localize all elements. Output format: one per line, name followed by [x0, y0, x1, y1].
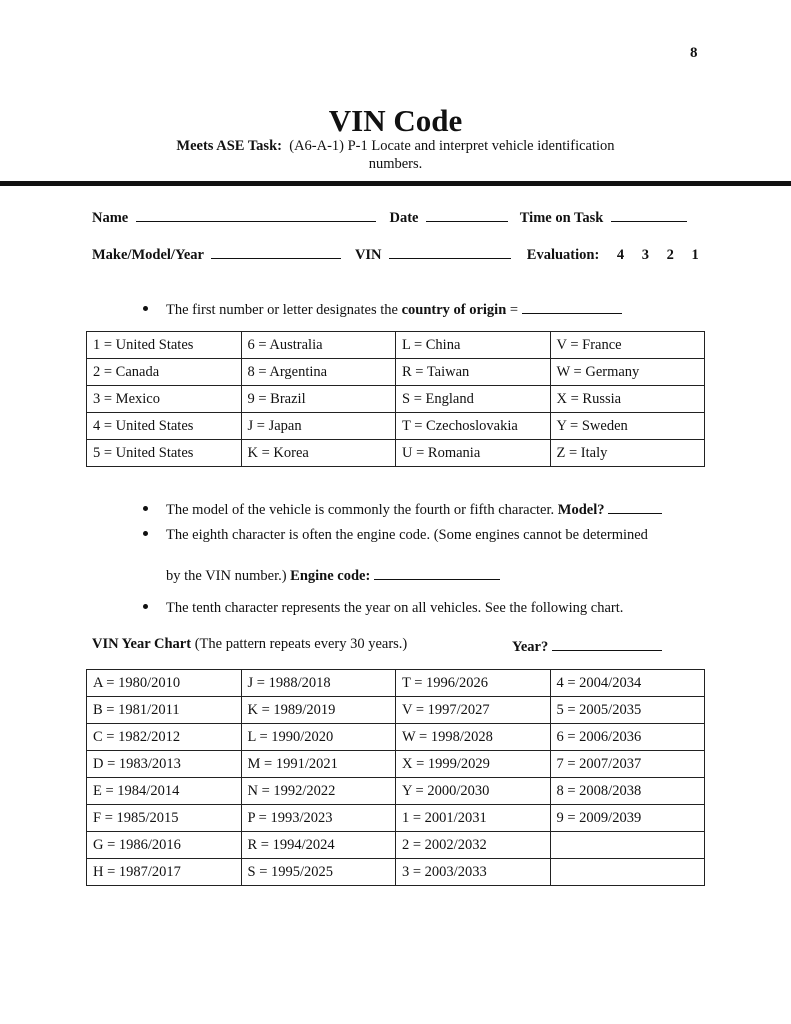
- table-cell: W = Germany: [550, 359, 705, 386]
- name-field[interactable]: [136, 207, 376, 222]
- year-chart-heading: VIN Year Chart (The pattern repeats every 30 years.): [92, 636, 408, 652]
- bullet-icon: [143, 306, 148, 311]
- table-row: [87, 359, 705, 386]
- make-model-year-label: Make/Model/Year: [92, 247, 204, 263]
- table-cell: U = Romania: [396, 440, 551, 467]
- table-cell: J = 1988/2018: [241, 670, 396, 697]
- table-cell: K = 1989/2019: [241, 697, 396, 724]
- ase-task-text: (A6-A-1) P-1 Locate and interpret vehicle identification: [289, 138, 615, 154]
- table-cell: 9 = Brazil: [241, 386, 396, 413]
- table-row: [87, 724, 705, 751]
- table-cell: T = Czechoslovakia: [396, 413, 551, 440]
- table-cell: A = 1980/2010: [87, 670, 242, 697]
- student-info-row: [92, 207, 687, 227]
- country-code-table: [86, 331, 705, 467]
- table-cell: G = 1986/2016: [87, 832, 242, 859]
- table-cell: 6 = Australia: [241, 332, 396, 359]
- bullet-icon: [143, 604, 148, 609]
- table-row: [87, 697, 705, 724]
- table-row: [87, 440, 705, 467]
- table-cell: C = 1982/2012: [87, 724, 242, 751]
- page-number: 8: [690, 45, 698, 61]
- ase-task-label: Meets ASE Task:: [176, 138, 282, 154]
- table-cell: [550, 832, 705, 859]
- year-field[interactable]: [552, 636, 662, 651]
- time-on-task-field[interactable]: [611, 207, 687, 222]
- table-cell: 9 = 2009/2039: [550, 805, 705, 832]
- evaluation-score-4[interactable]: 4: [616, 247, 625, 263]
- table-cell: 2 = Canada: [87, 359, 242, 386]
- name-label: Name: [92, 210, 129, 226]
- table-cell: P = 1993/2023: [241, 805, 396, 832]
- table-row: [87, 778, 705, 805]
- ase-task-text-2: numbers.: [368, 156, 423, 172]
- table-cell: 1 = United States: [87, 332, 242, 359]
- table-row: [87, 805, 705, 832]
- table-cell: D = 1983/2013: [87, 751, 242, 778]
- page-title: VIN Code: [328, 103, 463, 138]
- engine-bullet: The eighth character is often the engine code. (Some engines cannot be determined: [143, 527, 648, 544]
- table-cell: L = China: [396, 332, 551, 359]
- table-cell: N = 1992/2022: [241, 778, 396, 805]
- engine-code-field[interactable]: [374, 565, 500, 580]
- bullet-icon: [143, 531, 148, 536]
- date-label: Date: [389, 210, 419, 226]
- date-field[interactable]: [426, 207, 508, 222]
- table-cell: 4 = 2004/2034: [550, 670, 705, 697]
- table-cell: V = France: [550, 332, 705, 359]
- table-cell: X = 1999/2029: [396, 751, 551, 778]
- table-cell: Y = Sweden: [550, 413, 705, 440]
- table-cell: 7 = 2007/2037: [550, 751, 705, 778]
- table-cell: 1 = 2001/2031: [396, 805, 551, 832]
- year-bullet: The tenth character represents the year on all vehicles. See the following chart.: [143, 600, 623, 617]
- table-row: [87, 832, 705, 859]
- table-cell: E = 1984/2014: [87, 778, 242, 805]
- table-cell: 3 = 2003/2033: [396, 859, 551, 886]
- vin-field[interactable]: [389, 244, 511, 259]
- engine-bullet-continued: by the VIN number.) Engine code:: [166, 565, 500, 585]
- table-cell: Y = 2000/2030: [396, 778, 551, 805]
- table-cell: 6 = 2006/2036: [550, 724, 705, 751]
- table-cell: Z = Italy: [550, 440, 705, 467]
- table-cell: R = Taiwan: [396, 359, 551, 386]
- table-cell: W = 1998/2028: [396, 724, 551, 751]
- table-cell: 5 = United States: [87, 440, 242, 467]
- table-row: [87, 751, 705, 778]
- table-cell: K = Korea: [241, 440, 396, 467]
- ase-task: [0, 137, 791, 173]
- year-answer: Year?: [512, 636, 662, 656]
- table-row: [87, 413, 705, 440]
- table-cell: B = 1981/2011: [87, 697, 242, 724]
- header-divider: [0, 181, 791, 186]
- table-cell: 8 = Argentina: [241, 359, 396, 386]
- table-row: [87, 386, 705, 413]
- table-cell: S = England: [396, 386, 551, 413]
- table-cell: 4 = United States: [87, 413, 242, 440]
- table-cell: S = 1995/2025: [241, 859, 396, 886]
- vin-label: VIN: [354, 247, 382, 263]
- table-cell: 5 = 2005/2035: [550, 697, 705, 724]
- vehicle-info-row: [92, 244, 699, 264]
- model-bullet: The model of the vehicle is commonly the fourth or fifth character. Model?: [143, 499, 662, 519]
- table-cell: H = 1987/2017: [87, 859, 242, 886]
- table-row: [87, 332, 705, 359]
- time-on-task-label: Time on Task: [519, 210, 604, 226]
- table-cell: F = 1985/2015: [87, 805, 242, 832]
- table-cell: J = Japan: [241, 413, 396, 440]
- evaluation-score-3[interactable]: 3: [641, 247, 650, 263]
- country-bullet: The first number or letter designates the country of origin =: [143, 299, 622, 319]
- evaluation-score-2[interactable]: 2: [666, 247, 674, 263]
- country-of-origin-field[interactable]: [522, 299, 622, 314]
- make-model-year-field[interactable]: [211, 244, 341, 259]
- table-cell: 3 = Mexico: [87, 386, 242, 413]
- table-row: [87, 859, 705, 886]
- table-row: [87, 670, 705, 697]
- model-field[interactable]: [608, 499, 662, 514]
- table-cell: 8 = 2008/2038: [550, 778, 705, 805]
- table-cell: R = 1994/2024: [241, 832, 396, 859]
- table-cell: T = 1996/2026: [396, 670, 551, 697]
- bullet-icon: [143, 506, 148, 511]
- table-cell: L = 1990/2020: [241, 724, 396, 751]
- year-code-table: [86, 669, 705, 886]
- table-cell: X = Russia: [550, 386, 705, 413]
- table-cell: M = 1991/2021: [241, 751, 396, 778]
- table-cell: V = 1997/2027: [396, 697, 551, 724]
- evaluation-score-1[interactable]: 1: [691, 247, 699, 263]
- evaluation-label: Evaluation:: [526, 247, 600, 263]
- table-cell: [550, 859, 705, 886]
- table-cell: 2 = 2002/2032: [396, 832, 551, 859]
